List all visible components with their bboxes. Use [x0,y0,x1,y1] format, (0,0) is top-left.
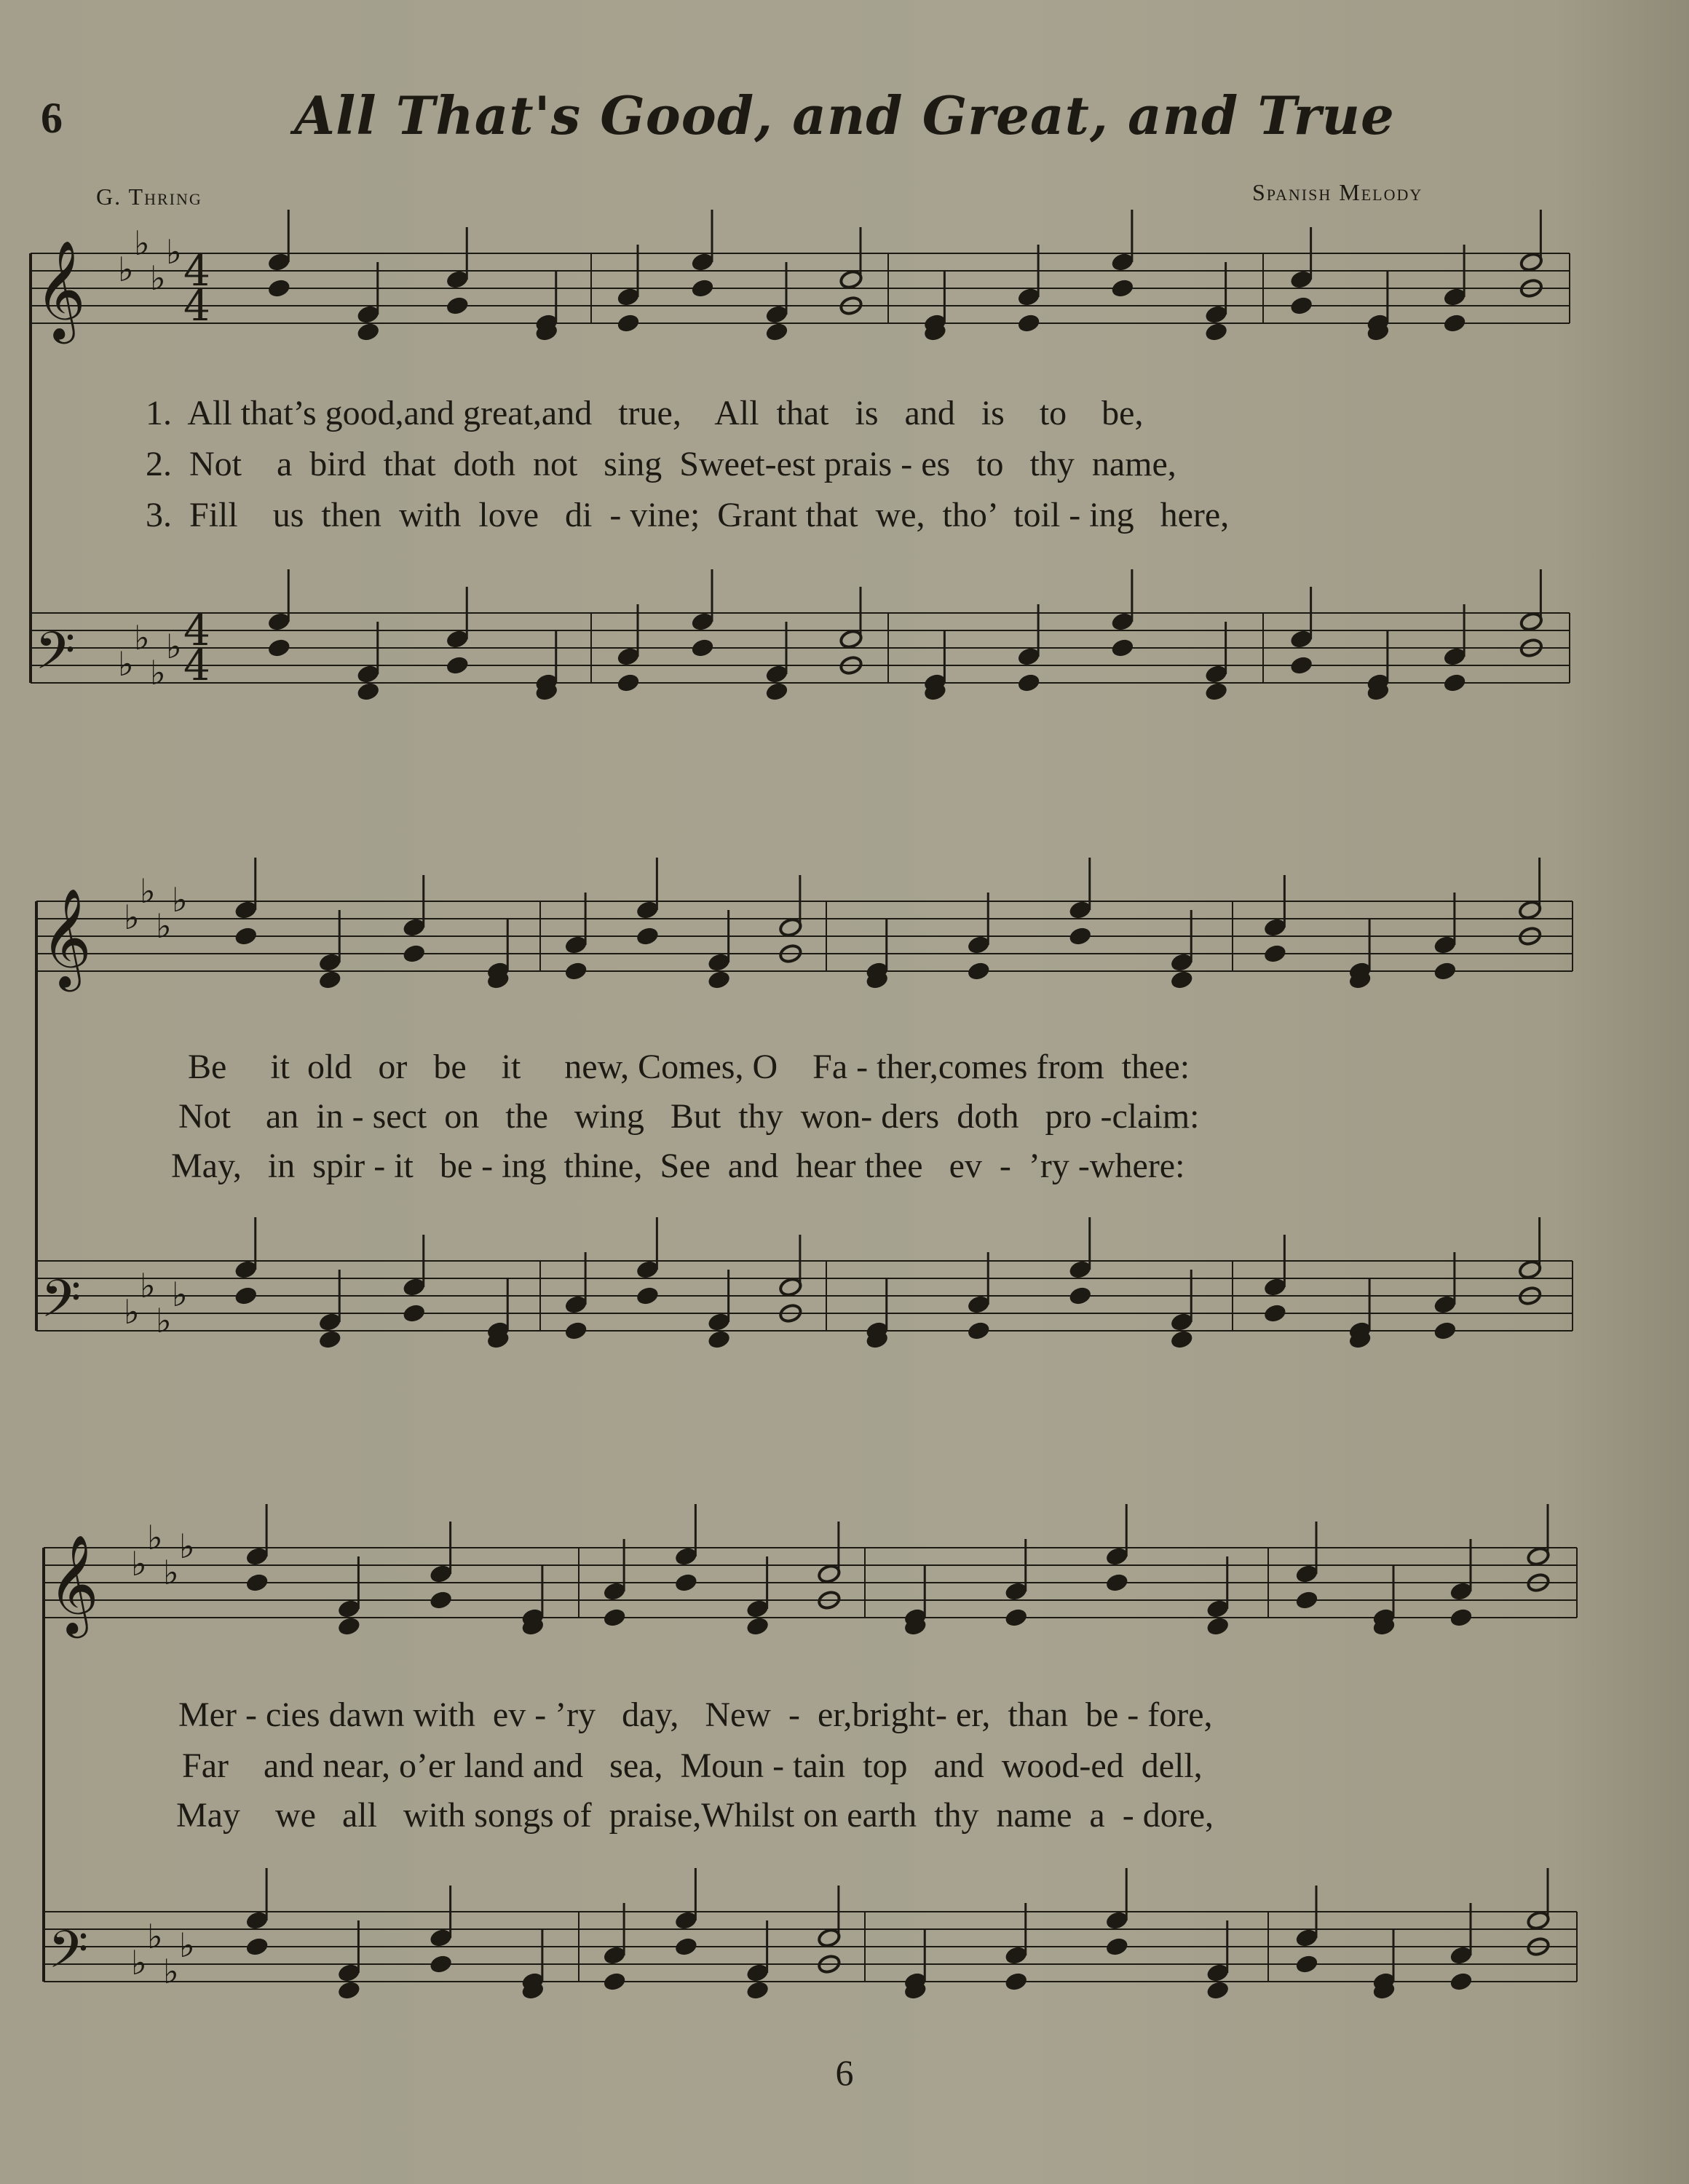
flat-sign: ♭ [166,232,182,272]
note-head [764,681,788,702]
author-credit: G. Thring [96,183,202,210]
lyrics-verse-1-line-1: 1. All that’s good,and great,and true, All that is and is to be, [146,394,1144,432]
note-head [402,1303,426,1324]
note-head [429,1590,453,1610]
flat-sign: ♭ [124,1292,140,1332]
note-head [745,1616,770,1637]
note-head [636,1286,660,1306]
lyrics-verse-3-line-2: May, in spir - it be - ing thine, See and hear thee ev - ’ry -where: [171,1147,1185,1185]
flat-sign: ♭ [172,1275,188,1314]
note-head [764,322,788,342]
flat-sign: ♭ [147,1917,163,1956]
note-head [1017,673,1041,693]
note-head [337,1616,361,1637]
note-head [1289,655,1313,676]
note-head [616,673,640,693]
flat-sign: ♭ [163,1553,179,1592]
lyrics-verse-3-line-1: 3. Fill us then with love di - vine; Grant that we, tho’ toil - ing here, [146,496,1230,534]
note-head [1004,1607,1028,1628]
note-head [1110,278,1134,298]
note-head [429,1954,453,1974]
note-head [967,961,991,981]
note-head [1443,673,1467,693]
flat-sign: ♭ [131,1943,147,1982]
bass-clef: 𝄢 [35,621,76,694]
time-signature-top: 4 [183,246,210,296]
flat-sign: ♭ [131,1544,147,1583]
time-signature-top: 4 [183,606,210,655]
note-head [603,1971,627,1992]
flat-sign: ♭ [150,258,166,298]
note-head [1449,1607,1473,1628]
flat-sign: ♭ [147,1518,163,1557]
note-head [1443,313,1467,333]
flat-sign: ♭ [156,1301,172,1340]
note-head [1105,1936,1129,1957]
note-head [1449,1971,1473,1992]
flat-sign: ♭ [172,880,188,919]
hymn-title: All That's Good, and Great, and True [294,84,1395,146]
note-head [337,1980,361,2001]
note-head [1004,1971,1028,1992]
note-head [1289,296,1313,316]
note-head [1204,681,1228,702]
note-head [1170,970,1194,990]
note-head [318,1329,342,1350]
flat-sign: ♭ [140,871,156,911]
treble-clef: 𝄞 [35,239,86,339]
flat-sign: ♭ [163,1952,179,1991]
flat-sign: ♭ [124,898,140,937]
note-head [1294,1590,1318,1610]
flat-sign: ♭ [166,627,182,666]
lyrics-verse-2-line-2: Not an in - sect on the wing But thy won- ders doth pro -claim: [178,1097,1200,1136]
flat-sign: ♭ [156,906,172,946]
flat-sign: ♭ [179,1527,195,1566]
note-head [245,1572,269,1593]
hymn-number: 6 [41,94,63,142]
flat-sign: ♭ [118,644,134,684]
note-head [1206,1616,1230,1637]
note-head [564,961,588,981]
lyrics-verse-3-line-3: May we all with songs of praise,Whilst on earth thy name a - dore, [176,1796,1214,1835]
composer-credit: Spanish Melody [1252,179,1423,205]
bass-clef: 𝄢 [41,1269,82,1342]
note-head [267,278,291,298]
note-head [267,638,291,658]
note-head [1263,943,1287,964]
note-head [1294,1954,1318,1974]
note-head [564,1321,588,1341]
note-head [636,926,660,946]
note-head [1204,322,1228,342]
note-head [707,1329,731,1350]
note-head [446,655,470,676]
note-head [1068,1286,1092,1306]
bass-clef: 𝄢 [48,1920,89,1993]
note-head [1068,926,1092,946]
note-head [1017,313,1041,333]
flat-sign: ♭ [150,653,166,692]
note-head [674,1572,698,1593]
note-head [402,943,426,964]
note-head [674,1936,698,1957]
note-head [1206,1980,1230,2001]
time-signature-bottom: 4 [183,281,210,331]
note-head [616,313,640,333]
note-head [318,970,342,990]
note-head [1170,1329,1194,1350]
flat-sign: ♭ [118,250,134,289]
page-number: 6 [835,2052,854,2093]
lyrics-verse-1-line-3: Mer - cies dawn with ev - ’ry day, New - er,bright- er, than be - fore, [178,1696,1213,1734]
note-head [603,1607,627,1628]
note-head [1433,1321,1457,1341]
note-head [234,926,258,946]
flat-sign: ♭ [179,1926,195,1965]
note-head [745,1980,770,2001]
note-head [1263,1303,1287,1324]
lyrics-verse-1-line-2: Be it old or be it new, Comes, O Fa - ther,comes from thee: [188,1048,1190,1086]
note-head [446,296,470,316]
note-head [1433,961,1457,981]
note-head [690,278,714,298]
note-head [245,1936,269,1957]
flat-sign: ♭ [134,223,150,263]
note-head [234,1286,258,1306]
treble-clef: 𝄞 [48,1533,99,1634]
note-head [967,1321,991,1341]
lyrics-verse-2-line-1: 2. Not a bird that doth not sing Sweet-est prais - es to thy name, [146,445,1176,483]
flat-sign: ♭ [134,618,150,657]
treble-clef: 𝄞 [41,887,92,987]
time-signature-bottom: 4 [183,641,210,690]
note-head [356,322,380,342]
note-head [1105,1572,1129,1593]
note-head [356,681,380,702]
note-head [1110,638,1134,658]
flat-sign: ♭ [140,1266,156,1305]
note-head [690,638,714,658]
note-head [707,970,731,990]
lyrics-verse-2-line-3: Far and near, o’er land and sea, Moun - tain top and wood-ed dell, [182,1746,1203,1785]
